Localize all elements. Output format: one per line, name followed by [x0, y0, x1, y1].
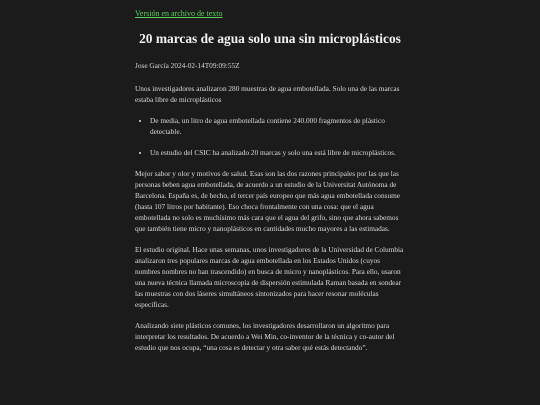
key-points-list [135, 115, 405, 158]
key-point-item: • De media, un litro de agua embotellada contiene 240.000 fragmentos de plástico detectable. [150, 115, 405, 137]
article-paragraph: Analizando siete plásticos comunes, los investigadores desarrollaron un algoritmo para interpretar los resultados. De acuerdo a Wei Min, co-inventor de la técnica y co-autor del estudio que nos ocupa, “una cosa es detectar y otra saber qué estás detectando”. [135, 321, 395, 352]
publish-date: 2024-02-14T09:09:55Z [170, 61, 240, 70]
article-title: 20 marcas de agua solo una sin microplásticos [139, 31, 401, 46]
text-version-link[interactable]: Versión en archivo de texto [135, 9, 223, 18]
article-paragraph: El estudio original. Hace unas semanas, unos investigadores de la Universidad de Columbia analizaron tres populares marcas de agua embotellada en los Estados Unidos (cuyos nombres nombres no han trascendido) en busca de micro y nanoplásticos. Para ello, usaron una nueva técnica llamada microscopía de dispersión estimulada Raman basada en sondear las muestras con dos láseres simultáneos sintonizados para hacer resonar moléculas específicas. [135, 245, 404, 309]
author-name: Jose García [135, 61, 169, 70]
key-point-item: • Un estudio del CSIC ha analizado 20 marcas y solo una está libre de microplásticos. [150, 147, 405, 158]
article-summary: Unos investigadores analizaron 280 muestras de agua embotellada. Solo una de las marcas estaba libre de microplásticos [135, 84, 400, 104]
article-meta [135, 61, 405, 71]
article-paragraph: Mejor sabor y olor y motivos de salud. Esas son las dos razones principales por las que las personas beben agua embotellada, de acuerdo a un estudio de la Universitat Autónoma de Barcelona. España es, de hecho, el tercer país europeo que más agua embotellada consume (hasta 107 litros por habitante). Eso choca frontalmente con una cosa: que el agua embotellada no solo es muchísimo más cara que el agua del grifo, sino que ahora sabemos que también tiene micro y nanoplásticos en cantidades mucho mayores a las estimadas. [135, 169, 401, 233]
article-container [135, 8, 405, 363]
